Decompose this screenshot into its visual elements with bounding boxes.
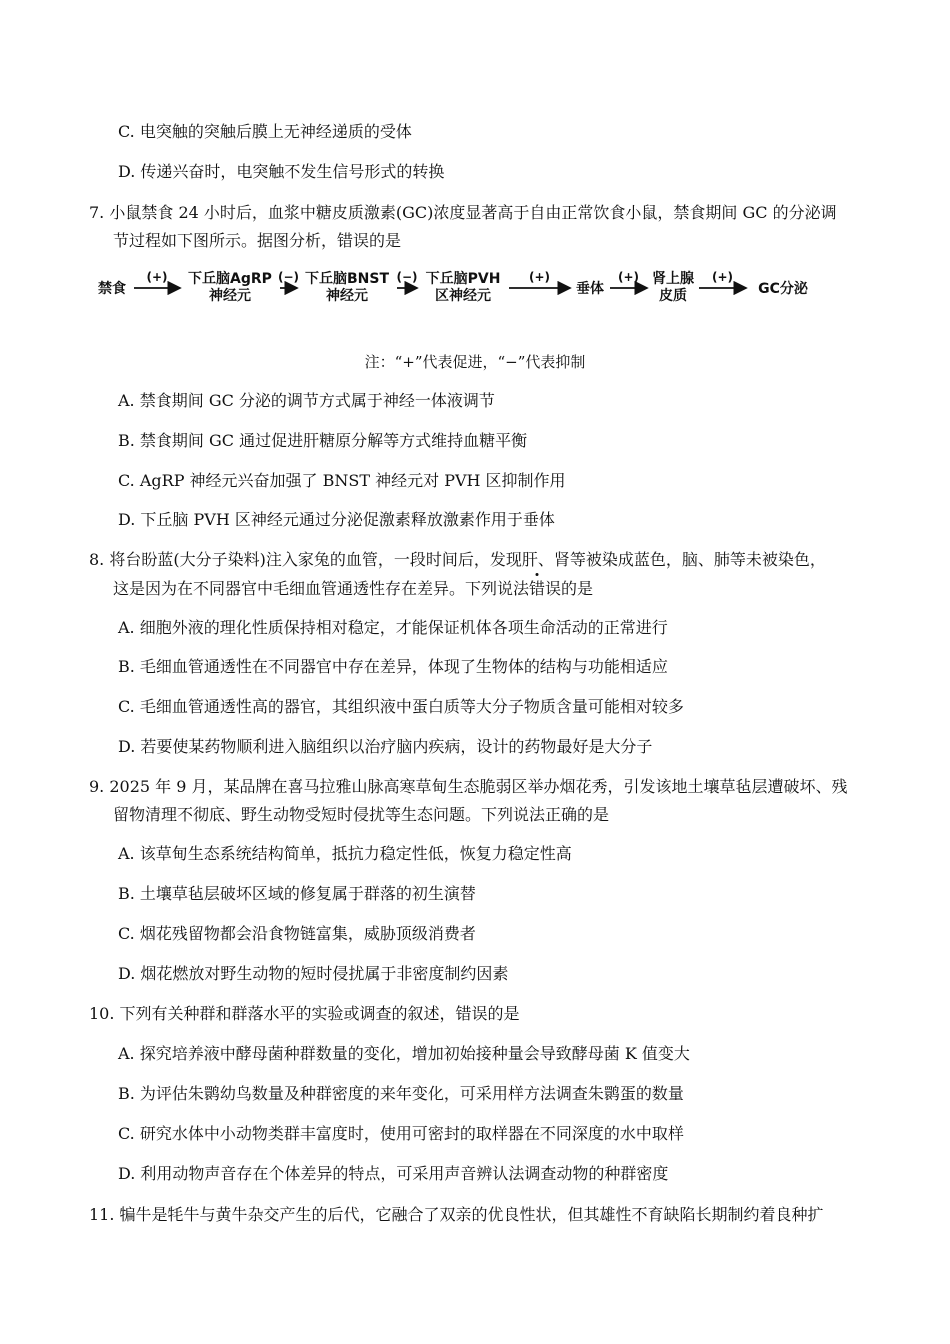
emphasis-dot-icon <box>536 573 539 576</box>
flow-node-4-line-1: 下丘脑PVH <box>425 271 501 287</box>
q8-stem-line2-pre: 这是因为在不同器官中毛细血管通透性存在差异。下列说法 <box>113 579 530 598</box>
q6-option-c: C. 电突触的突触后膜上无神经递质的受体 <box>118 122 412 141</box>
emphasis-dot-char <box>529 579 545 599</box>
flow-node-5 <box>576 280 604 297</box>
flow-node-4-line-2: 区神经元 <box>435 288 491 304</box>
flow-node-3-line-1: 下丘脑BNST <box>304 271 390 287</box>
q8-option-c: C. 毛细血管通透性高的器官，其组织液中蛋白质等大分子物质含量可能相对较多 <box>118 697 684 716</box>
q7-diagram-note: 注：“+”代表促进，“−”代表抑制 <box>364 353 586 371</box>
q8-option-d: D. 若要使某药物顺利进入脑组织以治疗脑内疾病，设计的药物最好是大分子 <box>118 737 653 756</box>
q10-stem-line1: 10. 下列有关种群和群落水平的实验或调查的叙述，错误的是 <box>89 1004 520 1023</box>
flow-node-6 <box>652 270 694 304</box>
q9-option-d: D. 烟花燃放对野生动物的短时侵扰属于非密度制约因素 <box>118 964 509 983</box>
q9-option-a: A. 该草甸生态系统结构简单，抵抗力稳定性低，恢复力稳定性高 <box>118 844 572 863</box>
flow-node-2-line-1: 下丘脑AgRP <box>188 271 272 287</box>
q8-stem-line1: 8. 将台盼蓝(大分子染料)注入家兔的血管，一段时间后，发现肝、肾等被染成蓝色，脑、肺等未被染色， <box>89 550 826 569</box>
q9-stem-line2: 留物清理不彻底、野生动物受短时侵扰等生态问题。下列说法正确的是 <box>113 805 610 824</box>
q7-option-a: A. 禁食期间 GC 分泌的调节方式属于神经一体液调节 <box>118 391 495 410</box>
q10-option-a: A. 探究培养液中酵母菌种群数量的变化，增加初始接种量会导致酵母菌 K 值变大 <box>118 1044 690 1063</box>
q9-option-b: B. 土壤草毡层破坏区域的修复属于群落的初生演替 <box>118 884 476 903</box>
flow-node-7-line-1: GC分泌 <box>758 281 808 297</box>
q7-stem-line2: 节过程如下图所示。据图分析，错误的是 <box>113 231 402 250</box>
q10-option-d: D. 利用动物声音存在个体差异的特点，可采用声音辨认法调查动物的种群密度 <box>118 1164 669 1183</box>
flow-node-4 <box>426 270 501 304</box>
flow-node-1-line-1: 禁食 <box>98 281 126 297</box>
q7-option-d: D. 下丘脑 PVH 区神经元通过分泌促激素释放激素作用于垂体 <box>118 510 555 529</box>
q9-stem-line1: 9. 2025 年 9 月，某品牌在喜马拉雅山脉高寒草甸生态脆弱区举办烟花秀，引发该地土壤草毡层遭破坏、残 <box>89 777 848 796</box>
flow-node-3-line-2: 神经元 <box>326 288 368 304</box>
q8-option-b: B. 毛细血管通透性在不同器官中存在差异，体现了生物体的结构与功能相适应 <box>118 657 668 676</box>
flow-arrow-sign-6: (+) <box>711 270 734 284</box>
flow-arrow-sign-5: (+) <box>617 270 640 284</box>
q8-stem-line2-dot: 错 <box>529 579 546 598</box>
q7-option-b: B. 禁食期间 GC 通过促进肝糖原分解等方式维持血糖平衡 <box>118 431 528 450</box>
gc-regulation-flow-diagram <box>90 264 820 312</box>
flow-node-6-line-1: 肾上腺 <box>652 271 694 287</box>
flow-arrow-sign-4: (+) <box>528 270 551 284</box>
q7-stem-line1: 7. 小鼠禁食 24 小时后，血浆中糖皮质激素(GC)浓度显著高于自由正常饮食小鼠，禁食期间 GC 的分泌调 <box>89 203 837 222</box>
flow-diagram-svg <box>90 264 820 312</box>
flow-node-7 <box>758 280 809 297</box>
flow-node-2-line-2: 神经元 <box>209 288 251 304</box>
q6-option-d: D. 传递兴奋时，电突触不发生信号形式的转换 <box>118 162 445 181</box>
flow-arrow-sign-1: (+) <box>146 270 168 284</box>
q10-option-c: C. 研究水体中小动物类群丰富度时，使用可密封的取样器在不同深度的水中取样 <box>118 1124 684 1143</box>
flow-arrow-sign-3: (−) <box>396 270 418 284</box>
flow-node-5-line-1: 垂体 <box>576 281 604 297</box>
flow-node-3 <box>305 270 389 304</box>
q11-stem-line1: 11. 犏牛是牦牛与黄牛杂交产生的后代，它融合了双亲的优良性状，但其雄性不育缺陷长期制约着良种扩 <box>89 1205 824 1224</box>
q10-option-b: B. 为评估朱鹮幼鸟数量及种群密度的来年变化，可采用样方法调查朱鹮蛋的数量 <box>118 1084 684 1103</box>
flow-arrow-sign-2: (−) <box>277 270 300 284</box>
q8-option-a: A. 细胞外液的理化性质保持相对稳定，才能保证机体各项生命活动的正常进行 <box>118 618 668 637</box>
q8-stem-line2 <box>113 579 593 599</box>
q9-option-c: C. 烟花残留物都会沿食物链富集，威胁顶级消费者 <box>118 924 476 943</box>
flow-node-2 <box>188 270 272 304</box>
q7-option-c: C. AgRP 神经元兴奋加强了 BNST 神经元对 PVH 区抑制作用 <box>118 471 566 490</box>
flow-node-6-line-2: 皮质 <box>659 288 687 304</box>
flow-node-1 <box>98 280 126 297</box>
q8-stem-line2-post: 误的是 <box>545 579 594 598</box>
